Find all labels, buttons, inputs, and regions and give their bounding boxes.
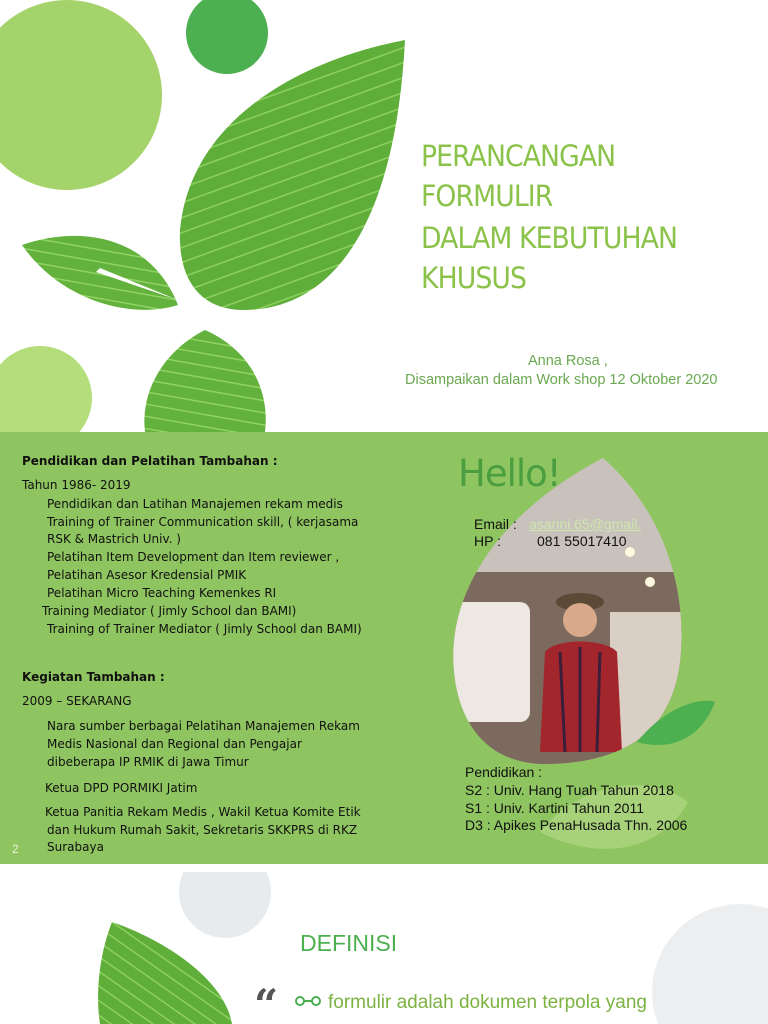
formal-education-item: D3 : Apikes PenaHusada Thn. 2006: [465, 817, 688, 833]
definition-text: formulir adalah dokumen terpola yang: [328, 992, 647, 1013]
activities-period: 2009 – SEKARANG: [22, 694, 132, 708]
profile-slide: [0, 432, 768, 864]
large-leaf: [180, 40, 405, 310]
activities-item: dibeberapa IP RMIK di Jawa Timur: [47, 755, 249, 769]
education-item: Pelatihan Item Development dan Item reviewer ,: [47, 550, 340, 564]
title-slide: [0, 0, 768, 432]
phone-label: HP :: [474, 533, 501, 549]
bottom-leaf: [144, 330, 265, 432]
activities-item: Ketua DPD PORMIKI Jatim: [45, 781, 198, 795]
education-item: Training of Trainer Mediator ( Jimly School dan BAMI): [47, 622, 362, 636]
title-line-1: PERANCANGAN: [421, 139, 616, 173]
grey-circle: [179, 872, 271, 938]
activities-item: Surabaya: [47, 840, 104, 854]
formal-education-item: S2 : Univ. Hang Tuah Tahun 2018: [465, 782, 674, 798]
quote-mark: “: [254, 980, 279, 1024]
education-period: Tahun 1986- 2019: [22, 478, 131, 492]
grey-circle-right: [652, 904, 768, 1024]
mid-green-circle: [186, 0, 268, 74]
formal-education-heading: Pendidikan :: [465, 764, 543, 780]
page-number: 2: [12, 842, 19, 856]
education-heading: Pendidikan dan Pelatihan Tambahan :: [22, 454, 278, 468]
education-item: Training of Trainer Communication skill, ( kerjasama: [47, 515, 359, 529]
activities-item: Ketua Panitia Rekam Medis , Wakil Ketua Komite Etik: [45, 805, 361, 819]
occasion-text: Disampaikan dalam Work shop 12 Oktober 2020: [405, 372, 718, 388]
email-label: Email :: [474, 516, 517, 532]
title-slide-decoration: [0, 0, 768, 432]
title-line-4: KHUSUS: [421, 261, 526, 295]
education-item: Pendidikan dan Latihan Manajemen rekam medis: [47, 497, 343, 511]
small-light-circle: [0, 346, 92, 432]
activities-heading: Kegiatan Tambahan :: [22, 670, 165, 684]
activities-item: dan Hukum Rumah Sakit, Sekretaris SKKPRS di RKZ: [47, 823, 358, 837]
formal-education-item: S1 : Univ. Kartini Tahun 2011: [465, 800, 644, 816]
activities-item: Nara sumber berbagai Pelatihan Manajemen Rekam: [47, 719, 360, 733]
definition-slide: [0, 872, 768, 1024]
definition-leaf: [98, 922, 232, 1024]
light-green-circle: [0, 0, 162, 190]
definition-title: DEFINISI: [300, 930, 398, 956]
email-link[interactable]: asarini.65@gmail.: [529, 516, 642, 532]
slide-gap: [0, 864, 768, 872]
title-line-3: DALAM KEBUTUHAN: [421, 221, 678, 255]
author-name: Anna Rosa ,: [528, 353, 608, 369]
education-item: Pelatihan Micro Teaching Kemenkes RI: [47, 586, 277, 600]
activities-item: Medis Nasional dan Regional dan Pengajar: [47, 737, 302, 751]
title-line-2: FORMULIR: [421, 179, 553, 213]
education-item: Pelatihan Asesor Kredensial PMIK: [47, 568, 247, 582]
education-item: Training Mediator ( Jimly School dan BAMI): [42, 604, 297, 618]
education-item: RSK & Mastrich Univ. ): [47, 532, 181, 546]
hello-heading: Hello!: [458, 452, 561, 495]
phone-value: 081 55017410: [537, 533, 627, 549]
